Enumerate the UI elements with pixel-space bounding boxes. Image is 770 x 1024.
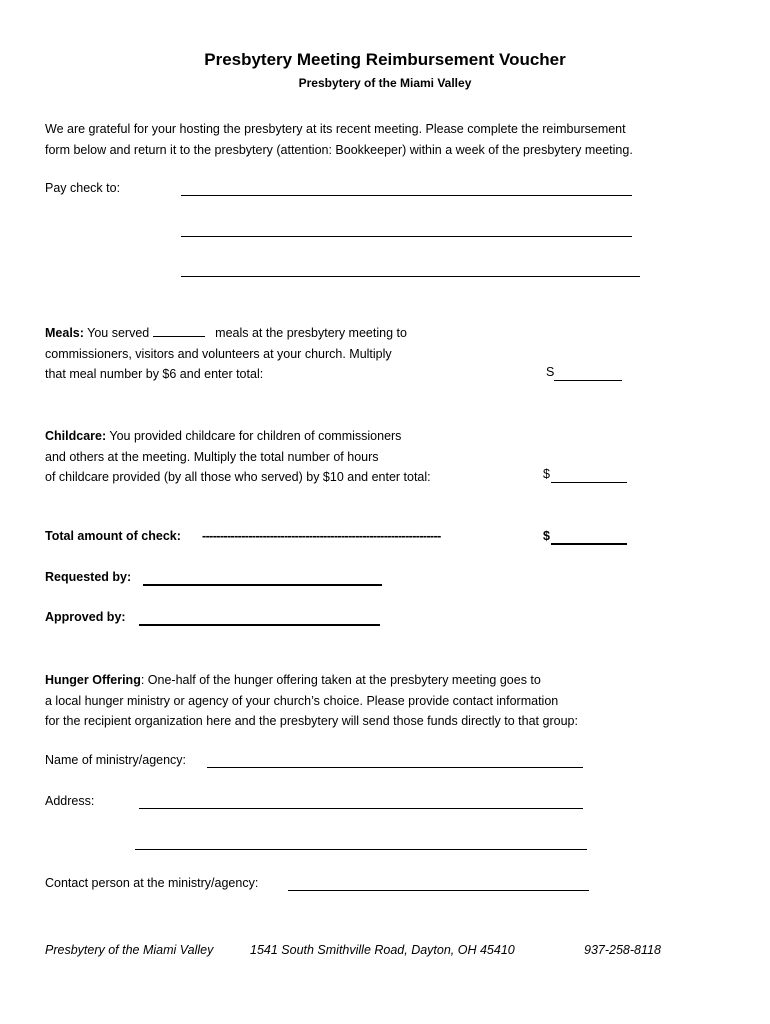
- childcare-line-2: and others at the meeting. Multiply the total number of hours: [45, 449, 379, 464]
- address-line-1[interactable]: [139, 808, 583, 809]
- page-title: Presbytery Meeting Reimbursement Voucher: [204, 50, 566, 69]
- childcare-line-3: of childcare provided (by all those who served) by $10 and enter total:: [45, 470, 431, 484]
- intro-text: [45, 119, 633, 160]
- hunger-section: [45, 670, 578, 732]
- pay-check-line-3[interactable]: [181, 276, 640, 277]
- intro-line-1: We are grateful for your hosting the presbytery at its recent meeting. Please complete the reimbursement: [45, 122, 626, 136]
- contact-person-line[interactable]: [288, 890, 589, 891]
- approved-by-label: Approved by:: [45, 610, 126, 624]
- pay-check-line-1[interactable]: [181, 195, 632, 196]
- hunger-heading: Hunger Offering: [45, 673, 141, 687]
- childcare-currency: $: [543, 467, 550, 481]
- pay-check-label: Pay check to:: [45, 181, 121, 195]
- intro-line-2: form below and return it to the presbytery (attention: Bookkeeper) within a week of the presbytery meeting.: [45, 142, 633, 157]
- meals-total-line[interactable]: [554, 380, 622, 381]
- meals-line-2: commissioners, visitors and volunteers at your church. Multiply: [45, 346, 392, 361]
- meals-text-b: meals at the presbytery meeting to: [215, 326, 407, 340]
- meals-line-3: that meal number by $6 and enter total:: [45, 367, 264, 381]
- requested-by-line[interactable]: [143, 584, 382, 586]
- approved-by-line[interactable]: [139, 624, 380, 626]
- total-label: Total amount of check:: [45, 529, 181, 543]
- hunger-line-1: [45, 670, 578, 691]
- hunger-line-2: a local hunger ministry or agency of your church’s choice. Please provide contact information: [45, 693, 559, 708]
- childcare-text: You provided childcare for children of commissioners: [109, 429, 402, 443]
- hunger-text: : One-half of the hunger offering taken at the presbytery meeting goes to: [140, 673, 541, 687]
- ministry-name-label: Name of ministry/agency:: [45, 753, 187, 767]
- footer-org: Presbytery of the Miami Valley: [45, 943, 214, 957]
- hunger-line-3: for the recipient organization here and the presbytery will send those funds directly to that group:: [45, 714, 578, 728]
- total-dashes: -------------------------------------------------------------------: [202, 529, 441, 543]
- ministry-name-line[interactable]: [207, 767, 583, 768]
- meals-line-1: [45, 323, 407, 344]
- meals-heading: Meals:: [45, 326, 84, 340]
- footer-address: 1541 South Smithville Road, Dayton, OH 45410: [250, 943, 515, 957]
- requested-by-label: Requested by:: [45, 570, 132, 584]
- address-line-2[interactable]: [135, 849, 587, 850]
- total-amount-line[interactable]: [551, 543, 627, 545]
- childcare-line-1: [45, 426, 431, 447]
- meals-section: [45, 323, 407, 385]
- footer-phone: 937-258-8118: [584, 943, 661, 957]
- pay-check-line-2[interactable]: [181, 236, 632, 237]
- contact-person-label: Contact person at the ministry/agency:: [45, 876, 259, 890]
- childcare-heading: Childcare:: [45, 429, 107, 443]
- page-subtitle: Presbytery of the Miami Valley: [298, 76, 472, 90]
- meals-currency: S: [546, 365, 555, 379]
- meals-text-a: You served: [87, 326, 150, 340]
- childcare-section: [45, 426, 431, 488]
- address-label: Address:: [45, 794, 95, 808]
- total-currency: $: [543, 529, 550, 543]
- meals-count-blank[interactable]: [153, 326, 205, 337]
- childcare-total-line[interactable]: [551, 482, 627, 483]
